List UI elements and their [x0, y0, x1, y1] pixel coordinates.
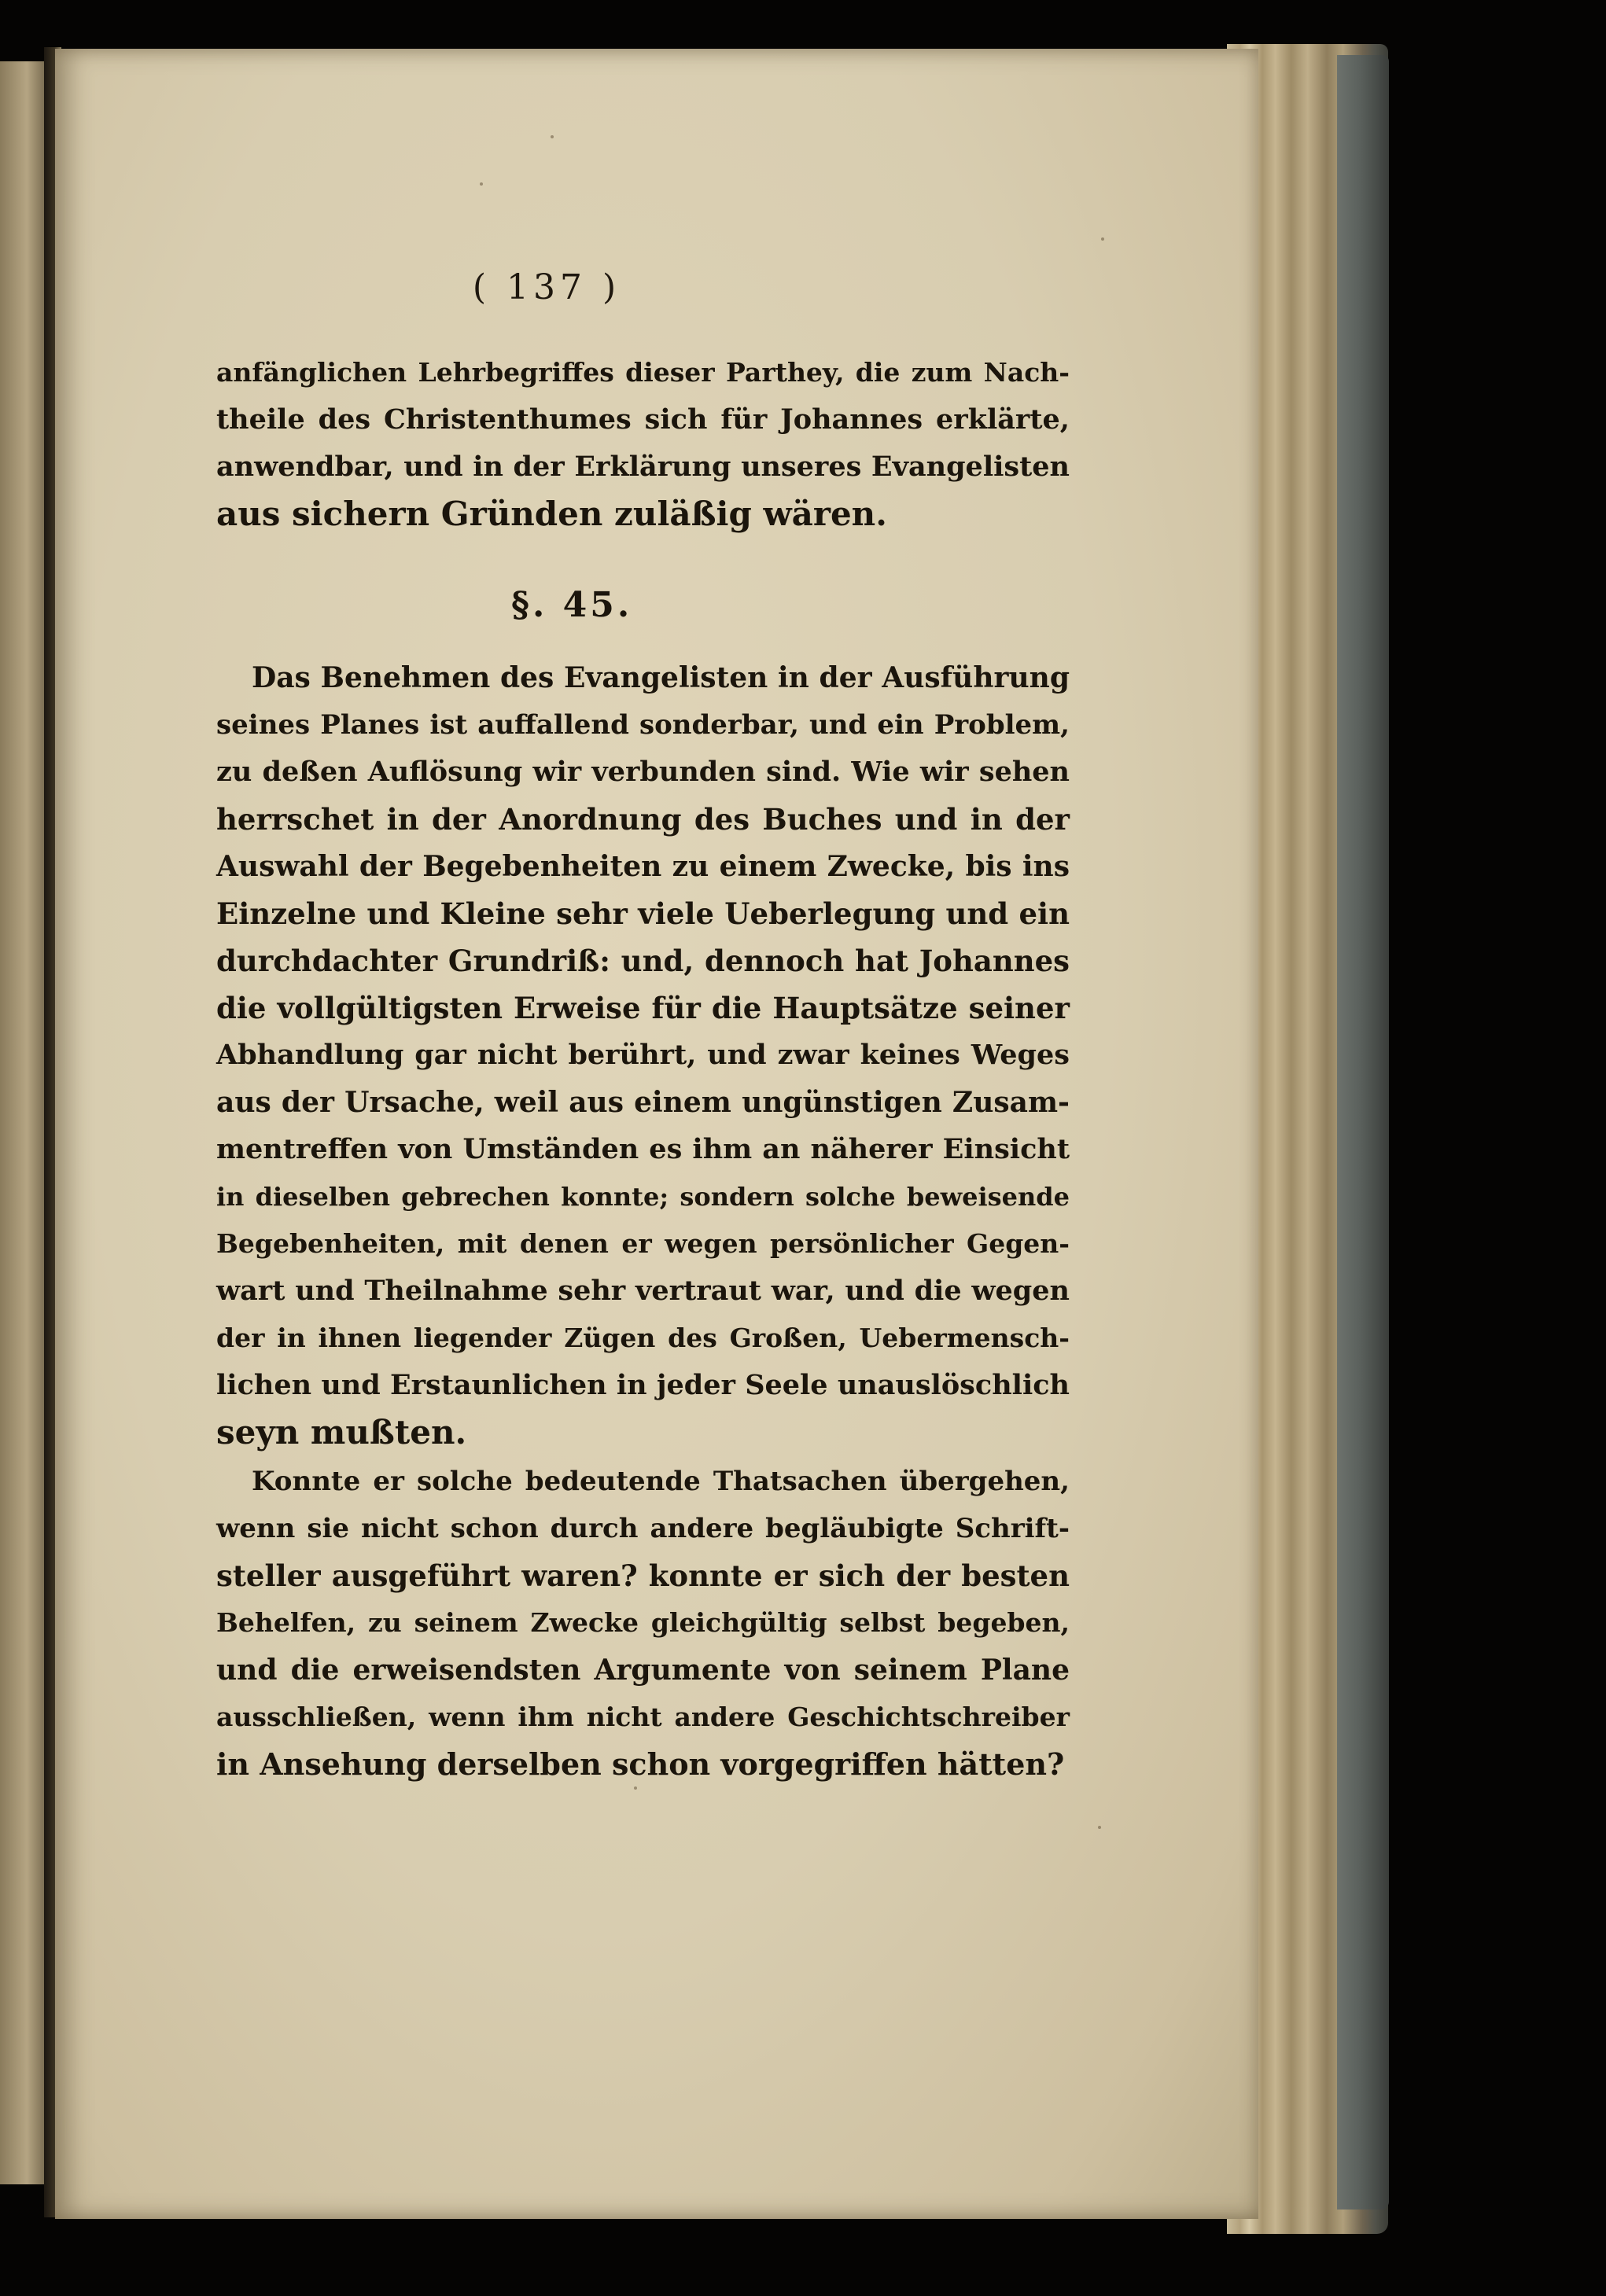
- text-line: seyn mußten.: [216, 1413, 467, 1452]
- text-line: steller ausgeführt waren? konnte er sich der besten: [216, 1558, 1070, 1593]
- left-page-edge: [0, 61, 49, 2184]
- text-line: aus der Ursache, weil aus einem ungünstigen Zusam-: [216, 1086, 1070, 1119]
- paper-speck: [480, 182, 483, 186]
- text-line: Einzelne und Kleine sehr viele Ueberlegung und ein: [216, 896, 1070, 931]
- text-line: in Ansehung derselben schon vorgegriffen hätten?: [216, 1746, 1065, 1782]
- text-line: durchdachter Grundriß: und, dennoch hat Johannes: [216, 944, 1070, 978]
- text-line: Behelfen, zu seinem Zwecke gleichgültig selbst begeben,: [216, 1607, 1070, 1638]
- text-line: ausschließen, wenn ihm nicht andere Geschichtschreiber: [216, 1702, 1070, 1732]
- cover-edge: [1337, 55, 1389, 2210]
- paper-speck: [634, 1786, 637, 1790]
- text-line: Begebenheiten, mit denen er wegen persönlicher Gegen-: [216, 1228, 1070, 1259]
- book-page: [55, 49, 1258, 2219]
- text-line: und die erweisendsten Argumente von seinem Plane: [216, 1654, 1070, 1687]
- text-line: lichen und Erstaunlichen in jeder Seele unauslöschlich: [216, 1369, 1070, 1401]
- paper-speck: [1098, 1826, 1101, 1829]
- text-line: zu deßen Auflösung wir verbunden sind. Wie wir sehen: [216, 756, 1070, 788]
- text-line: herrschet in der Anordnung des Buches und in der: [216, 802, 1070, 837]
- text-line: Das Benehmen des Evangelisten in der Ausführung: [252, 661, 1070, 694]
- section-heading: §. 45.: [511, 585, 633, 625]
- paper-speck: [551, 135, 554, 138]
- text-line: Konnte er solche bedeutende Thatsachen übergehen,: [252, 1466, 1070, 1497]
- text-line: seines Planes ist auffallend sonderbar, und ein Problem,: [216, 709, 1070, 741]
- text-line: in dieselben gebrechen konnte; sondern solche beweisende: [216, 1182, 1070, 1212]
- text-line: Auswahl der Begebenheiten zu einem Zwecke, bis ins: [216, 850, 1070, 883]
- text-line: anfänglichen Lehrbegriffes dieser Parthey, die zum Nach-: [216, 357, 1070, 388]
- text-line: wart und Theilnahme sehr vertraut war, und die wegen: [216, 1275, 1070, 1307]
- text-line: anwendbar, und in der Erklärung unseres Evangelisten: [216, 451, 1070, 483]
- text-line: mentreffen von Umständen es ihm an näherer Einsicht: [216, 1133, 1070, 1165]
- text-line: wenn sie nicht schon durch andere begläubigte Schrift-: [216, 1513, 1070, 1544]
- text-line: Abhandlung gar nicht berührt, und zwar keines Weges: [216, 1039, 1070, 1071]
- page-number: ( 137 ): [472, 267, 621, 307]
- text-line: aus sichern Gründen zuläßig wären.: [216, 495, 887, 533]
- text-line: der in ihnen liegender Zügen des Großen, Uebermensch-: [216, 1323, 1070, 1353]
- text-line: theile des Christenthumes sich für Johannes erklärte,: [216, 403, 1070, 436]
- paper-speck: [1101, 237, 1104, 241]
- text-line: die vollgültigsten Erweise für die Hauptsätze seiner: [216, 991, 1070, 1025]
